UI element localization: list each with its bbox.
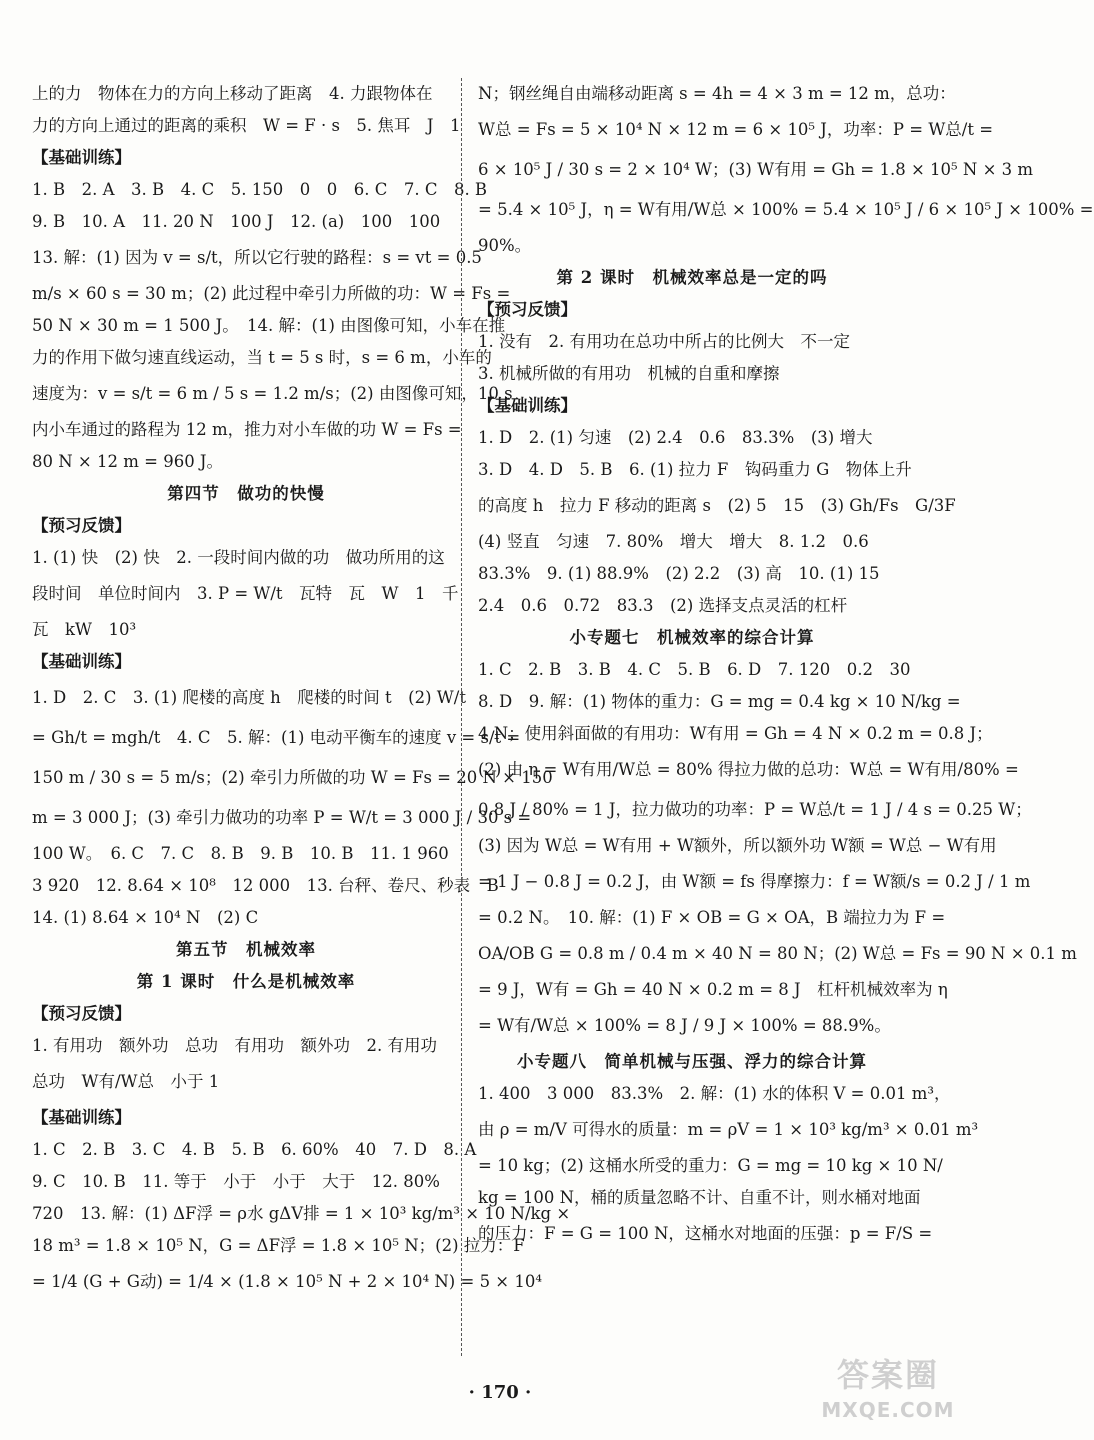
text-line: 力的方向上通过的距离的乘积 W = F · s 5. 焦耳 J 1 (32, 116, 461, 135)
text-line: 力的作用下做匀速直线运动，当 t = 5 s 时，s = 6 m，小车的 (32, 348, 492, 367)
text-line: (2) 由 η = W有用/W总 = 80% 得拉力做的总功：W总 = W有用/80% = (478, 760, 1019, 779)
text-line: = 10 kg；(2) 这桶水所受的重力：G = mg = 10 kg × 10 N/ (478, 1156, 943, 1175)
section-heading: 第 2 课时 机械效率总是一定的吗 (556, 268, 828, 287)
text-line: 14. (1) 8.64 × 10⁴ N (2) C (32, 908, 259, 927)
text-line: 13. 解：(1) 因为 v = s/t，所以它行驶的路程：s = vt = 0.5 (32, 248, 482, 267)
text-line: 3. D 4. D 5. B 6. (1) 拉力 F 钩码重力 G 物体上升 (478, 460, 912, 479)
text-line: 1. (1) 快 (2) 快 2. 一段时间内做的功 做功所用的这 (32, 548, 445, 567)
page-number: · 170 · (468, 1382, 532, 1403)
subsection-label: 【基础训练】 (32, 148, 131, 167)
text-line: 9. C 10. B 11. 等于 小于 小于 大于 12. 80% (32, 1172, 440, 1191)
subsection-label: 【基础训练】 (478, 396, 577, 415)
text-line: 80 N × 12 m = 960 J。 (32, 452, 224, 471)
text-line: m/s × 60 s = 30 m；(2) 此过程中牵引力所做的功：W = Fs = (32, 284, 511, 303)
text-line: 1. B 2. A 3. B 4. C 5. 150 0 0 6. C 7. C 8. B (32, 180, 488, 199)
text-line: 9. B 10. A 11. 20 N 100 J 12. (a) 100 100 (32, 212, 441, 231)
section-heading: 小专题七 机械效率的综合计算 (569, 628, 815, 647)
text-line: 720 13. 解：(1) ΔF浮 = ρ水 gΔV排 = 1 × 10³ kg/m³ × 10 N/kg × (32, 1204, 571, 1223)
text-line: W总 = Fs = 5 × 10⁴ N × 12 m = 6 × 10⁵ J，功率：P = W总/t = (478, 120, 994, 139)
text-line: 1. 没有 2. 有用功在总功中所占的比例大 不一定 (478, 332, 850, 351)
right-column (478, 78, 1094, 1254)
text-line: 总功 W有/W总 小于 1 (32, 1072, 220, 1091)
text-line: 83.3% 9. (1) 88.9% (2) 2.2 (3) 高 10. (1) 15 (478, 564, 880, 583)
subsection-label: 【预习反馈】 (32, 516, 131, 535)
text-line: 90%。 (478, 236, 532, 255)
text-line: OA/OB G = 0.8 m / 0.4 m × 40 N = 80 N；(2) W总 = Fs = 90 N × 0.1 m (478, 944, 1077, 963)
text-line: 1. 有用功 额外功 总功 有用功 额外功 2. 有用功 (32, 1036, 437, 1055)
text-line: = 0.2 N。 10. 解：(1) F × OB = G × OA，B 端拉力为 F = (478, 908, 946, 927)
text-line: = 1/4 (G + G动) = 1/4 × (1.8 × 10⁵ N + 2 × 10⁴ N) = 5 × 10⁴ (32, 1272, 542, 1291)
section-heading: 第四节 做功的快慢 (167, 484, 325, 503)
text-line: kg = 100 N，桶的质量忽略不计、自重不计，则水桶对地面 (478, 1188, 921, 1207)
section-heading: 第五节 机械效率 (176, 940, 316, 959)
text-line: 3. 机械所做的有用功 机械的自重和摩擦 (478, 364, 780, 383)
column-divider (461, 78, 462, 1356)
text-line: (3) 因为 W总 = W有用 + W额外，所以额外功 W额 = W总 − W有用 (478, 836, 997, 855)
text-line: 0.8 J / 80% = 1 J，拉力做功的功率：P = W总/t = 1 J / 4 s = 0.25 W； (478, 800, 1032, 819)
text-line: 1. D 2. C 3. (1) 爬楼的高度 h 爬楼的时间 t (2) W/t (32, 688, 466, 707)
text-line: 2.4 0.6 0.72 83.3 (2) 选择支点灵活的杠杆 (478, 596, 848, 615)
text-line: 1. 400 3 000 83.3% 2. 解：(1) 水的体积 V = 0.01 m³， (478, 1084, 951, 1103)
subsection-label: 【基础训练】 (32, 1108, 131, 1127)
text-line: 的高度 h 拉力 F 移动的距离 s (2) 5 15 (3) Gh/Fs G/3F (478, 496, 956, 515)
text-line: 3 920 12. 8.64 × 10⁸ 12 000 13. 台秤、卷尺、秒表 B (32, 876, 499, 895)
text-line: = 1 J − 0.8 J = 0.2 J，由 W额 = fs 得摩擦力：f = W额/s = 0.2 J / 1 m (478, 872, 1031, 891)
text-line: = W有/W总 × 100% = 8 J / 9 J × 100% = 88.9%。 (478, 1016, 891, 1035)
text-line: 速度为：v = s/t = 6 m / 5 s = 1.2 m/s；(2) 由图像可知，10 s (32, 384, 513, 403)
text-line: N；钢丝绳自由端移动距离 s = 4h = 4 × 3 m = 12 m，总功： (478, 84, 956, 103)
text-line: (4) 竖直 匀速 7. 80% 增大 增大 8. 1.2 0.6 (478, 532, 869, 551)
text-line: 100 W。 6. C 7. C 8. B 9. B 10. B 11. 1 960 (32, 844, 449, 863)
section-heading: 小专题八 简单机械与压强、浮力的综合计算 (517, 1052, 867, 1071)
section-heading: 第 1 课时 什么是机械效率 (136, 972, 356, 991)
text-line: 内小车通过的路程为 12 m，推力对小车做的功 W = Fs = (32, 420, 462, 439)
text-line: 18 m³ = 1.8 × 10⁵ N，G = ΔF浮 = 1.8 × 10⁵ N；(2) 拉力：F (32, 1236, 525, 1255)
text-line: 由 ρ = m/V 可得水的质量：m = ρV = 1 × 10³ kg/m³ × 0.01 m³ (478, 1120, 979, 1139)
subsection-label: 【预习反馈】 (32, 1004, 131, 1023)
text-line: 1. C 2. B 3. C 4. B 5. B 6. 60% 40 7. D 8. A (32, 1140, 477, 1159)
text-line: 150 m / 30 s = 5 m/s；(2) 牵引力所做的功 W = Fs = 20 N × 150 (32, 768, 553, 787)
text-line: = 5.4 × 10⁵ J，η = W有用/W总 × 100% = 5.4 × 10⁵ J / 6 × 10⁵ J × 100% = (478, 200, 1094, 219)
subsection-label: 【基础训练】 (32, 652, 131, 671)
text-line: 4 N；使用斜面做的有用功：W有用 = Gh = 4 N × 0.2 m = 0.8 J； (478, 724, 993, 743)
watermark-site-text: MXQE.COM (821, 1398, 955, 1422)
text-line: 1. C 2. B 3. B 4. C 5. B 6. D 7. 120 0.2 30 (478, 660, 911, 679)
text-line: 的压力：F = G = 100 N，这桶水对地面的压强：p = F/S = (478, 1224, 933, 1243)
text-line: 段时间 单位时间内 3. P = W/t 瓦特 瓦 W 1 千 (32, 584, 459, 603)
watermark-logo-text: 答案圈 (836, 1356, 939, 1394)
subsection-label: 【预习反馈】 (478, 300, 577, 319)
text-line: 8. D 9. 解：(1) 物体的重力：G = mg = 0.4 kg × 10 N/kg = (478, 692, 961, 711)
text-line: 1. D 2. (1) 匀速 (2) 2.4 0.6 83.3% (3) 增大 (478, 428, 873, 447)
text-line: = 9 J，W有 = Gh = 40 N × 0.2 m = 8 J 杠杆机械效率为 η (478, 980, 948, 999)
text-line: 上的力 物体在力的方向上移动了距离 4. 力跟物体在 (32, 84, 433, 103)
text-line: 瓦 kW 10³ (32, 620, 137, 639)
text-line: 50 N × 30 m = 1 500 J。 14. 解：(1) 由图像可知，小车在推 (32, 316, 506, 335)
watermark-logo (798, 1354, 978, 1428)
text-line: m = 3 000 J；(3) 牵引力做功的功率 P = W/t = 3 000 J / 30 s = (32, 808, 532, 827)
text-line: = Gh/t = mgh/t 4. C 5. 解：(1) 电动平衡车的速度 v = s/t = (32, 728, 521, 747)
text-line: 6 × 10⁵ J / 30 s = 2 × 10⁴ W；(3) W有用 = Gh = 1.8 × 10⁵ N × 3 m (478, 160, 1034, 179)
